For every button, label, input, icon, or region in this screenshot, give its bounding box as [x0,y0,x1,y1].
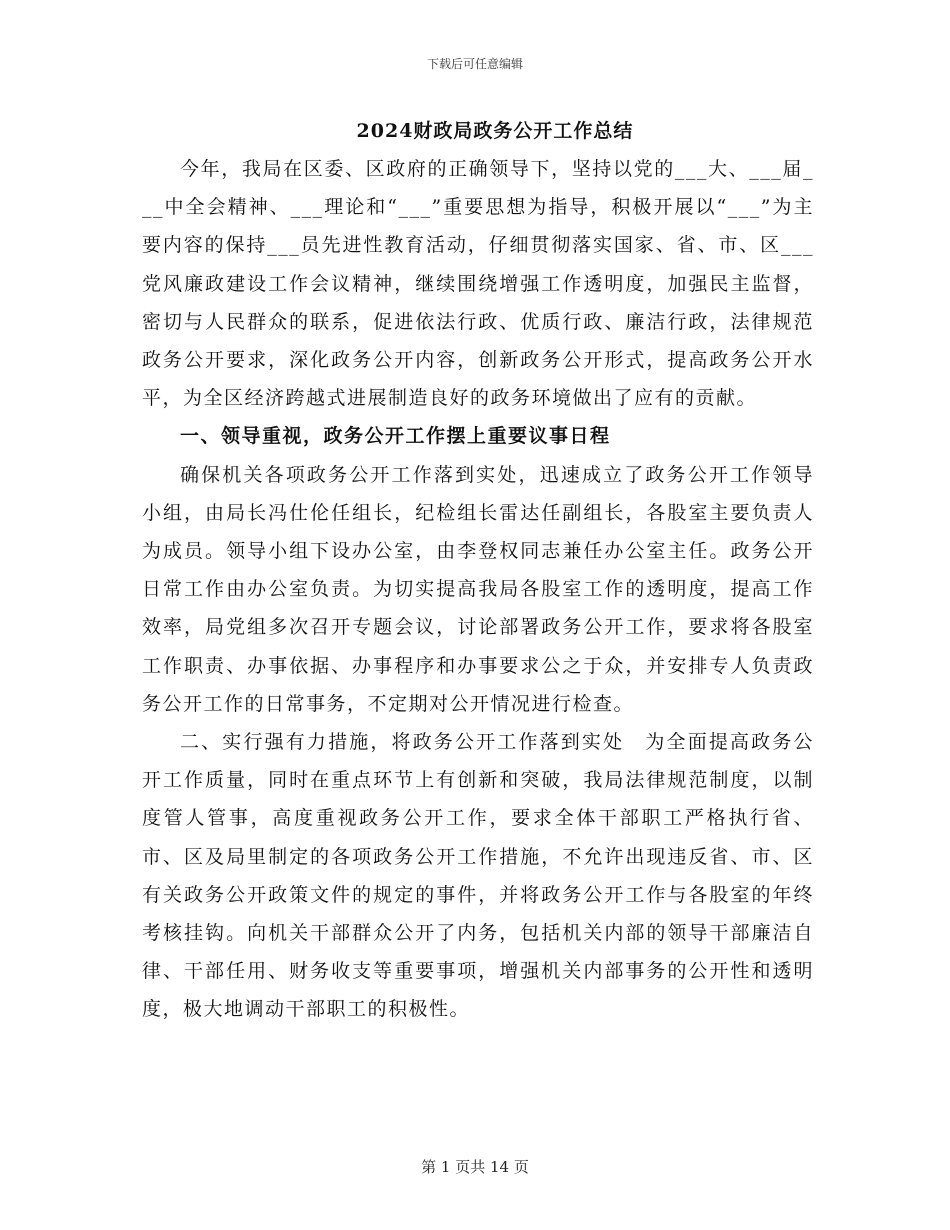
document-body [142,150,814,1029]
section-1-paragraph: 确保机关各项政务公开工作落到实处，迅速成立了政务公开工作领导小组，由局长冯仕伦任组长，纪检组长雷达任副组长，各股室主要负责人为成员。领导小组下设办公室，由李登权同志兼任办公室主任。政务公开日常工作由办公室负责。为切实提高我局各股室工作的透明度，提高工作效率，局党组多次召开专题会议，讨论部署政务公开工作，要求将各股室工作职责、办事依据、办事程序和办事要求公之于众，并安排专人负责政务公开工作的日常事务，不定期对公开情况进行检查。 [142,463,814,715]
section-2-heading: 二、实行强有力措施，将政务公开工作落到实处 [180,731,625,754]
section-2-paragraph [142,723,814,1029]
intro-paragraph: 今年，我局在区委、区政府的正确领导下，坚持以党的___大、___届___中全会精神、___理论和“___”重要思想为指导，积极开展以“___”为主要内容的保持___员先进性教育活动，仔细贯彻落实国家、省、市、区___党风廉政建设工作会议精神，继续围绕增强工作透明度，加强民主监督，密切与人民群众的联系，促进依法行政、优质行政、廉洁行政，法律规范政务公开要求，深化政务公开内容，创新政务公开形式，提高政务公开水平，为全区经济跨越式进展制造良好的政务环境做出了应有的贡献。 [142,158,814,410]
header-note: 下载后可任意编辑 [426,57,523,71]
section-2-body: 为全面提高政务公开工作质量，同时在重点环节上有创新和突破，我局法律规范制度，以制度管人管事，高度重视政务公开工作，要求全体干部职工严格执行省、市、区及局里制定的各项政务公开工作措施，不允许出现违反省、市、区有关政务公开政策文件的规定的事件，并将政务公开工作与各股室的年终考核挂钩。向机关干部群众公开了内务，包括机关内部的领导干部廉洁自律、干部任用、财务收支等重要事项，增强机关内部事务的公开性和透明度，极大地调动干部职工的积极性。 [142,731,814,1021]
page-number: 第 1 页共 14 页 [421,1158,529,1176]
section-1-heading: 一、领导重视，政务公开工作摆上重要议事日程 [180,425,611,448]
document-title: 2024财政局政务公开工作总结 [356,120,634,142]
